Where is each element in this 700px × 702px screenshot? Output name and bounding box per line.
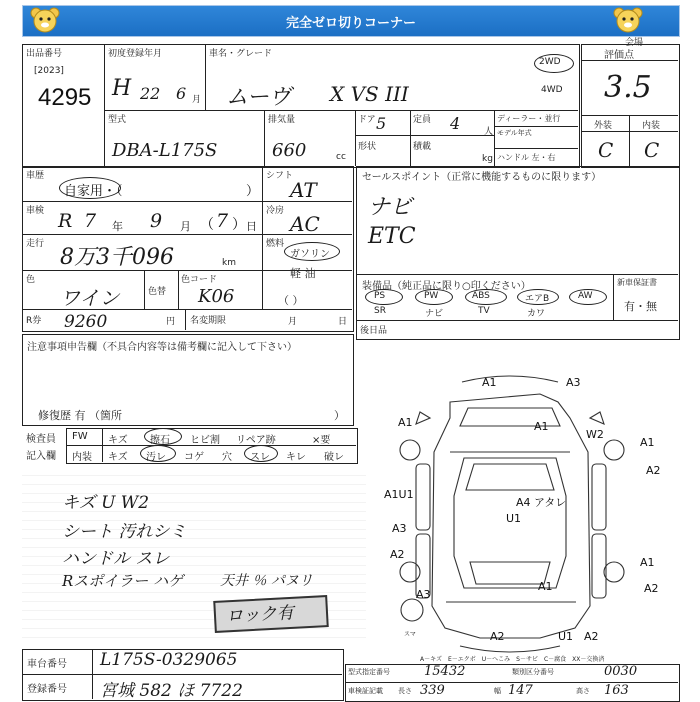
inspector-label-2: 記入欄 bbox=[26, 451, 56, 462]
height-label: 高さ bbox=[576, 687, 590, 695]
first-reg-month-unit: 月 bbox=[192, 95, 202, 105]
damage-mark-left-rear-wheel: A3 bbox=[416, 588, 431, 601]
shift-label: シフト bbox=[266, 171, 294, 181]
inspection-label: 車検 bbox=[26, 206, 45, 216]
lot-number: 4295 bbox=[38, 84, 92, 111]
shape-label: 形状 bbox=[358, 142, 377, 152]
fuel-paren: （ ） bbox=[278, 294, 304, 307]
corner-banner bbox=[22, 5, 680, 37]
first-reg-era: H bbox=[112, 76, 132, 101]
dealer-label: ディーラー・並行 bbox=[497, 114, 561, 123]
chassis-value: L175S-0329065 bbox=[100, 650, 238, 670]
bear-logo-right-icon bbox=[611, 6, 645, 34]
remark-2: シート 汚れシミ bbox=[62, 522, 187, 542]
first-reg-label: 初度登録年月 bbox=[108, 49, 163, 59]
color-code-label: 色コード bbox=[181, 275, 218, 285]
inspection-month: 9 bbox=[150, 210, 163, 232]
cooler-value: AC bbox=[290, 212, 320, 236]
length-value: 339 bbox=[420, 683, 445, 698]
handle-label: ハンドル 左・右 bbox=[497, 153, 556, 162]
length-label: 長さ bbox=[398, 687, 412, 695]
warranty-label: 新車保証書 bbox=[617, 278, 657, 287]
equipment-leather: カワ bbox=[527, 309, 546, 319]
inspector-repair: リペア跡 bbox=[236, 435, 276, 446]
capacity-unit: 人 bbox=[484, 127, 494, 137]
inspection-month-unit: 月 bbox=[180, 220, 191, 233]
lock-stamp-text: ロック有 bbox=[225, 603, 295, 627]
type-designation-value: 15432 bbox=[424, 664, 466, 679]
damage-mark-right-wheel: A1 bbox=[640, 436, 655, 449]
color-label: 色 bbox=[26, 275, 36, 285]
remark-3: ハンドル スレ bbox=[62, 549, 170, 569]
bear-logo-left-icon bbox=[28, 6, 62, 34]
fuel-gasoline: ガソリン bbox=[290, 249, 330, 260]
interior-grade: C bbox=[644, 138, 660, 162]
notes-label: 注意事項申告欄（不具合内容等は備考欄に記入して下さい） bbox=[27, 342, 297, 353]
registration-label: 登録番号 bbox=[27, 684, 67, 695]
capacity-value: 4 bbox=[450, 114, 461, 133]
car-name-label: 車名・グレード bbox=[209, 49, 273, 59]
registration-value: 宮城 582 ほ 7722 bbox=[100, 681, 243, 701]
inspector-crack: ヒビ割 bbox=[190, 435, 220, 446]
fuel-diesel: 軽 油 bbox=[290, 267, 316, 280]
inspector-rub: スレ bbox=[250, 452, 270, 463]
exterior-label: 外装 bbox=[594, 121, 613, 131]
model-label: 型式 bbox=[108, 115, 127, 125]
inspector-chip: 擦石 bbox=[150, 435, 170, 446]
damage-mark-right-quarter: A2 bbox=[644, 582, 659, 595]
doors-label: ドア bbox=[358, 115, 376, 125]
equipment-abs: ABS bbox=[472, 291, 490, 301]
model-year-label: モデル年式 bbox=[497, 129, 532, 137]
inspector-interior: 内装 bbox=[72, 452, 92, 463]
type-designation-label: 型式指定番号 bbox=[348, 668, 390, 676]
mileage-unit: km bbox=[222, 258, 236, 268]
damage-mark-front-right: A3 bbox=[566, 376, 581, 389]
repair-close: ） bbox=[334, 409, 345, 422]
inspection-year-unit: 年 bbox=[112, 220, 123, 233]
color-value: ワイン bbox=[60, 286, 120, 310]
equipment-sr: SR bbox=[374, 306, 386, 316]
color-change-label: 色替 bbox=[148, 287, 167, 297]
mileage-label: 走行 bbox=[26, 239, 45, 249]
class-value: 0030 bbox=[604, 664, 638, 679]
damage-legend: A－キズ E－エクボ U－へこみ S－サビ C－腐食 XX－交換済 bbox=[420, 656, 605, 663]
car-name-value: ムーヴ bbox=[226, 85, 291, 110]
inspector-hole: 穴 bbox=[222, 452, 232, 463]
recycle-value: 9260 bbox=[64, 312, 108, 332]
load-unit: kg bbox=[482, 154, 493, 164]
equipment-label: 装備品（純正品に限り○印ください） bbox=[362, 281, 531, 292]
exterior-grade: C bbox=[598, 138, 614, 162]
car-grade-value: X VS III bbox=[330, 82, 409, 106]
damage-mark-right-front: W2 bbox=[586, 428, 604, 441]
recycle-label: R券 bbox=[26, 316, 42, 326]
damage-mark-front-left: A1 bbox=[482, 376, 497, 389]
registration-limit-day: 日 bbox=[338, 317, 348, 327]
inspector-fw: FW bbox=[72, 431, 88, 442]
equipment-navi: ナビ bbox=[425, 309, 444, 319]
displacement-label: 排気量 bbox=[268, 115, 296, 125]
damage-mark-left-quarter: A2 bbox=[390, 548, 405, 561]
damage-mark-right-rear-wheel: A1 bbox=[640, 556, 655, 569]
equipment-tv: TV bbox=[478, 306, 490, 316]
model-value: DBA-L175S bbox=[112, 140, 218, 161]
color-code: K06 bbox=[198, 286, 235, 307]
damage-mark-rear-window: A1 bbox=[538, 580, 553, 593]
damage-mark-right-fender: A2 bbox=[646, 464, 661, 477]
capacity-label: 定員 bbox=[413, 115, 432, 125]
lot-year: [2023] bbox=[34, 66, 64, 76]
remark-4: Rスポイラー ハゲ bbox=[62, 572, 184, 590]
drive-4wd: 4WD bbox=[541, 85, 563, 95]
mileage-value: 8万3千096 bbox=[60, 245, 174, 270]
inspector-needed: ×要 bbox=[312, 435, 331, 446]
inspector-int-scratch: キズ bbox=[108, 452, 128, 463]
inspection-day-unit: 日 bbox=[246, 220, 257, 233]
shift-value: AT bbox=[290, 178, 317, 202]
height-value: 163 bbox=[604, 683, 629, 698]
inspection-year: 7 bbox=[84, 210, 97, 232]
chassis-label: 車台番号 bbox=[27, 659, 67, 670]
inspection-era: R bbox=[58, 210, 73, 232]
score-label: 評価点 bbox=[604, 50, 634, 61]
equipment-aw: AW bbox=[578, 291, 593, 301]
damage-mark-hood: A1 bbox=[534, 420, 549, 433]
inspector-dirt: 汚レ bbox=[146, 452, 166, 463]
inspection-day: 7 bbox=[216, 210, 229, 232]
equipment-ps: PS bbox=[374, 291, 386, 301]
cooler-label: 冷房 bbox=[266, 206, 285, 216]
fuel-label: 燃料 bbox=[266, 239, 285, 249]
damage-mark-left-door: A1U1 bbox=[384, 488, 414, 501]
inspector-burn: コゲ bbox=[184, 452, 204, 463]
smart-key-label: スマ bbox=[404, 631, 416, 638]
displacement-unit: cc bbox=[336, 152, 346, 162]
dimensions-label: 車検証記載 bbox=[348, 687, 383, 695]
warranty-value: 有・無 bbox=[624, 300, 657, 313]
damage-mark-roof: A4 アタレ bbox=[516, 496, 567, 509]
registration-limit-month: 月 bbox=[288, 317, 298, 327]
sales-point-item-1: ナビ bbox=[368, 195, 413, 220]
score-value: 3.5 bbox=[604, 70, 652, 105]
damage-mark-left-rear-door: A3 bbox=[392, 522, 407, 535]
drive-2wd: 2WD bbox=[539, 57, 561, 67]
displacement-value: 660 bbox=[272, 140, 307, 161]
inspector-label-1: 検査員 bbox=[26, 434, 56, 445]
sales-point-item-2: ETC bbox=[368, 224, 416, 249]
score-box bbox=[581, 44, 680, 168]
remark-5: 天井 ％ パヌリ bbox=[220, 573, 313, 589]
remark-1: キズ U W2 bbox=[62, 493, 150, 513]
class-label: 類別区分番号 bbox=[512, 668, 554, 676]
equipment-airbag: エアB bbox=[525, 294, 550, 304]
equipment-pw: PW bbox=[424, 291, 439, 301]
damage-mark-left-mirror: A1 bbox=[398, 416, 413, 429]
inspector-tear: 破レ bbox=[324, 452, 344, 463]
first-reg-year: 22 bbox=[140, 84, 161, 103]
inspector-cut: キレ bbox=[286, 452, 306, 463]
load-label: 積載 bbox=[413, 142, 432, 152]
damage-mark-rear-right: A2 bbox=[584, 630, 599, 643]
usage-close: ） bbox=[246, 184, 260, 199]
lot-label: 出品番号 bbox=[26, 49, 63, 59]
damage-mark-roof-dent: U1 bbox=[506, 512, 522, 525]
recycle-unit: 円 bbox=[166, 317, 176, 327]
width-value: 147 bbox=[508, 683, 533, 698]
first-reg-month: 6 bbox=[176, 84, 187, 103]
registration-limit-label: 名変期限 bbox=[190, 316, 227, 326]
car-damage-diagram bbox=[370, 366, 680, 656]
usage-label: 車歴 bbox=[26, 171, 45, 181]
banner-title: 完全ゼロ切りコーナー bbox=[285, 16, 416, 31]
width-label: 幅 bbox=[494, 687, 501, 695]
interior-label: 内装 bbox=[642, 121, 661, 131]
inspector-scratch: キズ bbox=[108, 435, 128, 446]
venue-label: 会場 bbox=[625, 38, 644, 48]
doors-value: 5 bbox=[376, 114, 387, 133]
damage-mark-rear-dent: U1 bbox=[558, 630, 574, 643]
repair-history: 修復歴 有 （箇所 bbox=[38, 409, 122, 422]
damage-mark-rear-bumper: A2 bbox=[490, 630, 505, 643]
rear-seat-label: 後日品 bbox=[360, 326, 388, 336]
sales-point-label: セールスポイント（正常に機能するものに限ります） bbox=[362, 172, 602, 183]
usage-value: 自家用・（ bbox=[64, 184, 123, 199]
